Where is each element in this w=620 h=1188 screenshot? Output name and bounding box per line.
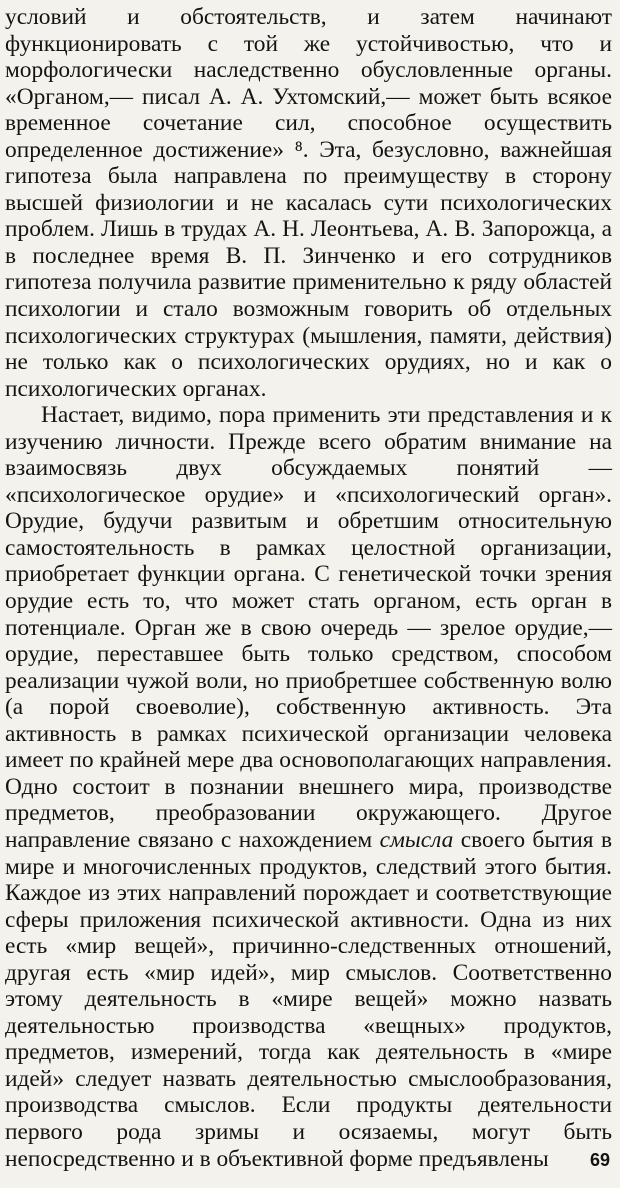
paragraph-2 <box>5 402 612 1172</box>
paragraph-1-text: условий и обстоятельств, и затем начинают функционировать с той же устойчивостью, что и морфологически наследственно обусловленные органы. «Органом,— писал А. А. Ухтомский,— может быть всякое временное сочетание сил, способное осуществить определенное достижение» ⁸. Эта, безусловно, важнейшая гипотеза была направлена по преимуществу в сторону высшей физиологии и не касалась сути психологических проблем. Лишь в трудах А. Н. Леонтьева, А. В. Запорожца, а в последнее время В. П. Зинченко и его сотрудников гипотеза получила развитие применительно к ряду областей психологии и стало возможным говорить об отдельных психологических структурах (мышления, памяти, действия) не только как о психологических орудиях, но и как о психологических органах. <box>5 4 612 402</box>
italic-term-smysla: смысла <box>379 826 454 853</box>
paragraph-2-text-end: своего бытия в мире и многочисленных продуктов, следствий этого бытия. Каждое из этих направлений порождает и соответствующие сферы приложения психической активности. Одна из них есть «мир вещей», причинно-следственных отношений, другая есть «мир идей», мир смыслов. Соответственно этому деятельность в «мире вещей» можно назвать деятельностью производства «вещных» продуктов, предметов, измерений, тогда как деятельность в «мире идей» следует назвать деятельностью смыслообразования, производства смыслов. Если продукты деятельности первого рода зримы и осязаемы, могут быть непосредственно и в объективной форме предъявлены <box>5 826 612 1172</box>
paragraph-2-text-start: Настает, видимо, пора применить эти представления и к изучению личности. Прежде всего обратим внимание на взаимосвязь двух обсуждаемых понятий — «психологическое орудие» и «психологический орган». Орудие, будучи развитым и обретшим относительную самостоятельность в рамках целостной организации, приобретает функции органа. С генетической точки зрения орудие есть то, что может стать органом, есть орган в потенциале. Орган же в свою очередь — зрелое орудие,— орудие, переставшее быть только средством, способом реализации чужой воли, но приобретшее собственную волю (а порой своеволие), собственную активность. Эта активность в рамках психической организации человека имеет по крайней мере два основополагающих направления. Одно состоит в познании внешнего мира, производстве предметов, преобразовании окружающего. Другое направление связано с нахождением <box>5 402 612 853</box>
body-text <box>5 4 612 1172</box>
paragraph-1 <box>5 4 612 402</box>
page-number: 69 <box>589 1150 610 1170</box>
